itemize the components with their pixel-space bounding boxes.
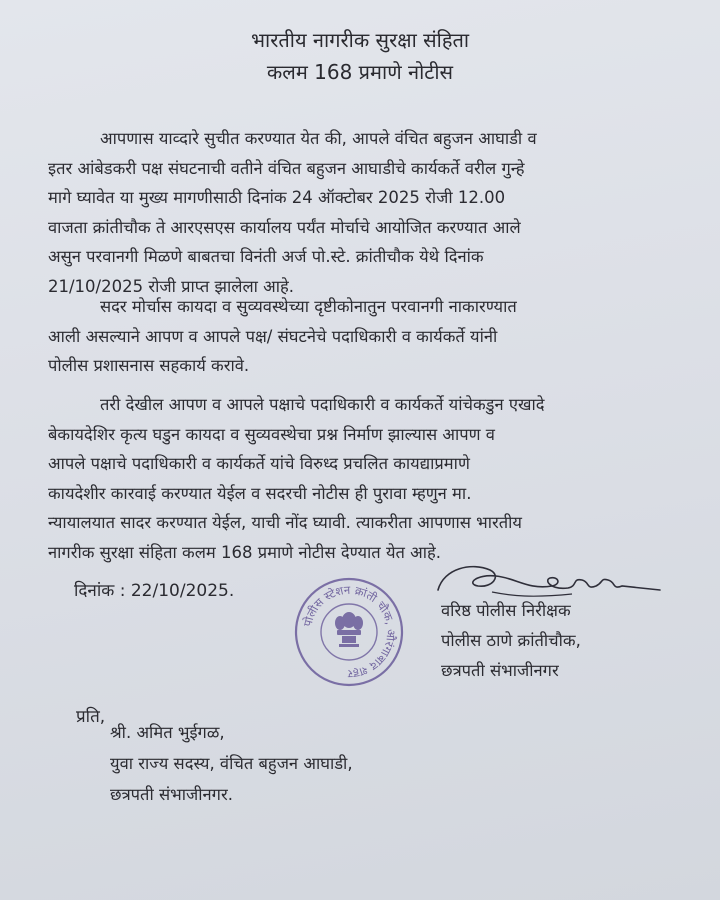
signatory-city: छत्रपती संभाजीनगर: [441, 661, 559, 680]
paragraph-line: मागे घ्यावेत या मुख्य मागणीसाठी दिनांक 24 ऑक्टोबर 2025 रोजी 12.00: [48, 188, 506, 207]
svg-text:पोलीस स्टेशन क्रांती चौक, औरंग: पोलीस स्टेशन क्रांती चौक, औरंगाबाद शहर: [300, 582, 399, 682]
paragraph-line: इतर आंबेडकरी पक्ष संघटनाची वतीने वंचित बहुजन आघाडीचे कार्यकर्ते वरील गुन्हे: [48, 158, 525, 178]
paragraph-line: पोलीस प्रशासनास सहकार्य करावे.: [48, 356, 250, 375]
paragraph-line: असुन परवानगी मिळणे बाबतचा विनंती अर्ज पो.स्टे. क्रांतीचौक येथे दिनांक: [48, 247, 484, 266]
recipient-label: प्रति,: [76, 707, 106, 727]
recipient-city: छत्रपती संभाजीनगर.: [110, 785, 233, 804]
paragraph-line: सदर मोर्चास कायदा व सुव्यवस्थेच्या दृष्टीकोनातुन परवानगी नाकारण्यात: [100, 297, 517, 316]
paragraph-line: नागरीक सुरक्षा संहिता कलम 168 प्रमाणे नोटीस देण्यात येत आहे.: [48, 542, 442, 562]
recipient-position: युवा राज्य सदस्य, वंचित बहुजन आघाडी,: [110, 754, 353, 773]
paragraph-line: कायदेशीर कारवाई करण्यात येईल व सदरची नोटीस ही पुरावा म्हणुन मा.: [48, 483, 472, 503]
recipient-address: [110, 717, 353, 810]
police-stamp-icon: [292, 576, 406, 688]
paragraph-1: [48, 124, 680, 301]
paragraph-line: बेकायदेशिर कृत्य घडुन कायदा व सुव्यवस्थेचा प्रश्न निर्माण झाल्यास आपण व: [48, 424, 495, 444]
signatory-designation: वरिष्ठ पोलीस निरीक्षक: [441, 601, 571, 620]
paragraph-3: [48, 390, 680, 567]
paragraph-2: [48, 292, 680, 381]
signatory-block: [441, 596, 581, 686]
document-title: भारतीय नागरीक सुरक्षा संहिता: [250, 28, 470, 52]
recipient-name: श्री. अमित भुईगळ,: [110, 723, 225, 742]
paragraph-line: आपले पक्षाचे पदाधिकारी व कार्यकर्ते यांचे विरुध्द प्रचलित कायद्याप्रमाणे: [48, 454, 470, 473]
paragraph-line: आली असल्याने आपण व आपले पक्ष/ संघटनेचे पदाधिकारी व कार्यकर्ते यांनी: [48, 326, 498, 346]
signatory-station: पोलीस ठाणे क्रांतीचौक,: [441, 631, 581, 650]
paragraph-line: न्यायालयात सादर करण्यात येईल, याची नोंद घ्यावी. त्याकरीता आपणास भारतीय: [48, 513, 523, 532]
paragraph-line: 21/10/2025 रोजी प्राप्त झालेला आहे.: [48, 276, 295, 296]
notice-date: दिनांक : 22/10/2025.: [74, 581, 235, 601]
paragraph-line: तरी देखील आपण व आपले पक्षाचे पदाधिकारी व कार्यकर्ते यांचेकडुन एखादे: [100, 395, 545, 414]
document-subtitle: कलम 168 प्रमाणे नोटीस: [266, 60, 454, 84]
paragraph-line: आपणास याव्दारे सुचीत करण्यात येत की, आपले वंचित बहुजन आघाडी व: [100, 129, 537, 148]
paragraph-line: वाजता क्रांतीचौक ते आरएसएस कार्यालय पर्यंत मोर्चाचे आयोजित करण्यात आले: [48, 217, 521, 237]
